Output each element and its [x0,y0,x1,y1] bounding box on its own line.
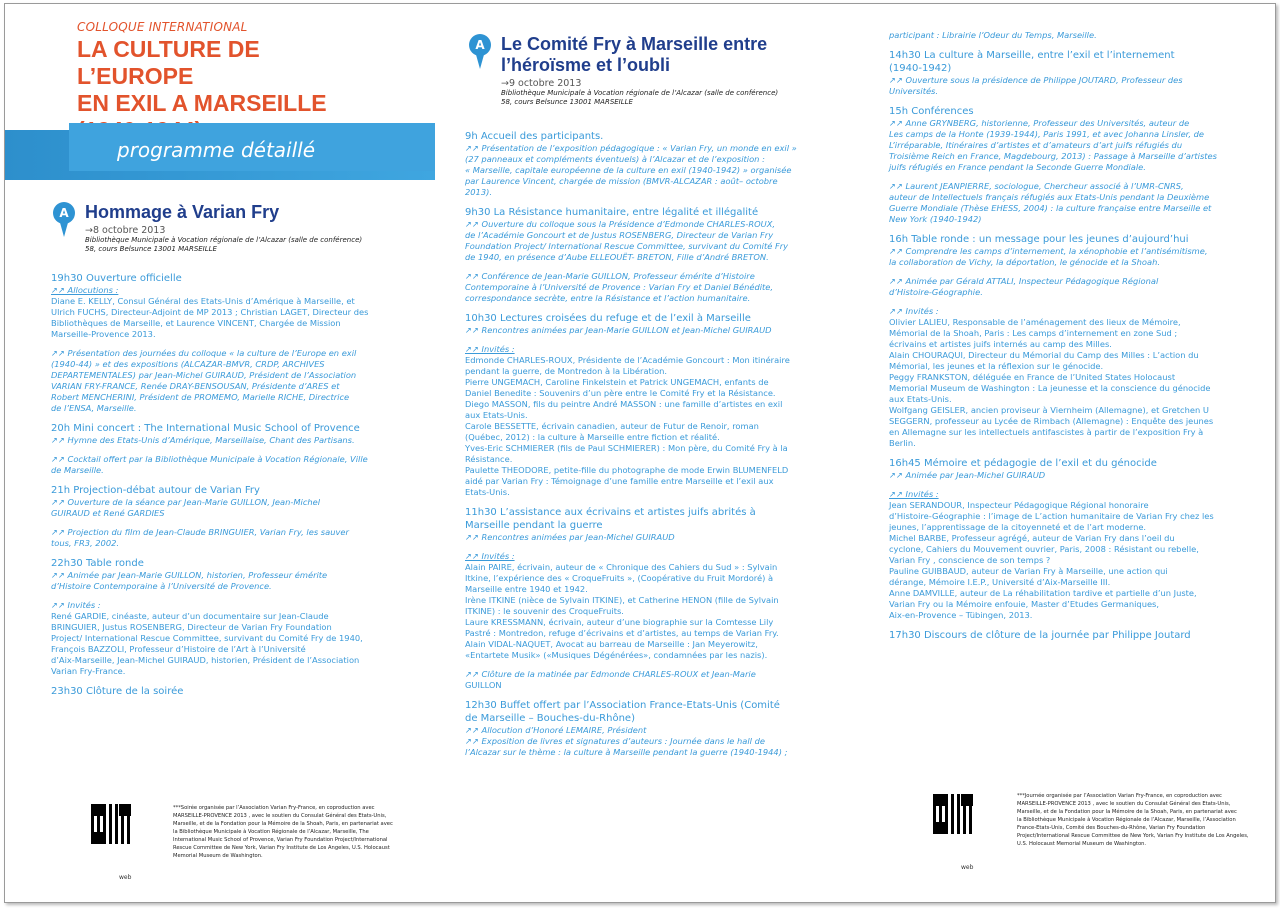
program-line: Varian Fry , conscience de son temps ? [889,555,1051,565]
session-heading: 9h30 La Résistance humanitaire, entre légalité et illégalité [465,207,759,218]
program-line: Marseille entre 1940 et 1942. [465,584,588,594]
kicker: COLLOQUE INTERNATIONAL [77,20,248,34]
program-line: par Laurence Vincent, chargée de mission (BMVR-ALCAZAR : août– octobre [465,176,778,186]
program-blocks-middle [465,130,835,766]
section-title-line: l’héroïsme et l’oubli [501,55,671,75]
program-line: ↗↗ Invités : [465,344,515,354]
program-line: ↗↗ Rencontres animées par Jean-Marie GUILLON et Jean-Michel GUIRAUD [465,325,772,335]
footnote-line: MARSEILLE-PROVENCE 2013 , avec le soutien du Consulat Général des Etats-Unis, [1017,801,1231,807]
program-line: Anne DAMVILLE, auteur de La réhabilitation tardive et partielle d’un Juste, [889,588,1197,598]
program-line: auteur de Intellectuels français réfugiés aux Etats-Unis pendant la Deuxième [889,192,1210,202]
program-line: Guerre Mondiale (Thèse EHESS, 2004) : la culture française entre Marseille et [889,203,1212,213]
program-line: Wolfgang GEISLER, ancien proviseur à Viernheim (Allemagne), et Gretchen U [889,405,1209,415]
program-line: SEGGERN, professeur au Lycée de Rimbach (Allemagne) : Enquête des jeunes [889,416,1214,426]
program-item [889,489,1249,621]
program-line: Laure KRESSMANN, écrivain, auteur d’une biographie sur la Comtesse Lily [465,617,774,627]
program-line: Alain CHOURAQUI, Directeur du Mémorial du Camp des Milles : L’action du [889,350,1199,360]
program-line: de l’Académie Goncourt et de Justus ROSENBERG, Directeur de Varian Fry [465,230,774,240]
program-line: Les camps de la Honte (1939-1944), Paris 1991, et avec Johanna Linsler, de [889,129,1204,139]
banner-text: programme détaillé [117,138,316,162]
program-line: Alain VIDAL-NAQUET, Avocat au barreau de Marseille : Jan Meyerowitz, [465,639,758,649]
program-item [465,506,835,543]
section-date: →8 octobre 2013 [85,225,166,236]
session-heading: 11h30 L’assistance aux écrivains et artistes juifs abrités à [465,507,756,518]
program-item [51,454,411,476]
program-line: DEPARTEMENTALES) par Jean-Michel GUIRAUD, Président de l’Association [51,370,357,380]
footnote-line: la Bibliothèque Municipale à Vocation Régionale de l’Alcazar, Marseille, l’Association [1017,817,1236,823]
program-line: Résistance. [465,454,513,464]
program-line: de Marseille. [51,465,104,475]
program-item [889,30,1249,41]
section-b-header [469,34,778,107]
program-line: Etats-Unis. [465,487,510,497]
program-line: tous, FR3, 2002. [51,538,120,548]
program-line: Robert MENCHERINI, Président de PROMEMO, Marielle RICHE, Directrice [51,392,350,402]
program-item [51,527,411,549]
program-line: Itkine, l’expérience des « CroqueFruits », (Coopérative du Fruit Mordoré) à [465,573,774,583]
program-line: New York (1940-1942) [889,214,982,224]
program-line: Peggy FRANKSTON, déléguée en France de l’United States Holocaust [889,372,1176,382]
program-item [465,130,835,198]
section-date: →9 octobre 2013 [501,78,582,89]
map-pin-icon [53,202,75,242]
program-line: ↗↗ Ouverture de la séance par Jean-Marie GUILLON, Jean-Michel [51,497,321,507]
program-line: d’Histoire-Géographie : l’image de L’action humanitaire de Varian Fry chez les [889,511,1214,521]
footnote-line: ***Soirée organisée par l’Association Varian Fry-France, en coproduction avec [173,805,375,811]
session-heading: de Marseille – Bouches-du-Rhône) [465,713,635,724]
program-line: Pierre UNGEMACH, Caroline Finkelstein et Patrick UNGEMACH, enfants de [465,377,769,387]
program-line: en Allemagne sur les intellectuels antifascistes à partir de l’exposition Fry à [889,427,1204,437]
section-title: Hommage à Varian Fry [85,202,280,222]
program-line: L’irréparable, Itinéraires d’artistes et d’amateurs d’art juifs réfugiés du [889,140,1183,150]
session-heading: 22h30 Table ronde [51,558,144,569]
program-line: Troisième Reich en France, Magdebourg, 2013) : Passage à Marseille d’artistes [889,151,1217,161]
program-line: GUIRAUD et René GARDIES [51,508,165,518]
program-item [51,484,411,519]
session-heading: (1940-1942) [889,63,952,74]
program-line: Varian Fry-France. [51,666,126,676]
program-line: aux Etats-Unis. [889,394,952,404]
program-item [465,206,835,263]
program-line: ↗↗ Projection du film de Jean-Claude BRINGUIER, Varian Fry, les sauver [51,527,349,537]
program-line: ↗↗ Invités : [51,600,101,610]
program-line: Universités. [889,86,939,96]
program-item [889,49,1249,97]
program-line: Diane E. KELLY, Consul Général des Etats-Unis d’Amérique à Marseille, et [51,296,355,306]
main-title-line: EN EXIL A MARSEILLE [77,90,327,116]
program-line: ↗↗ Comprendre les camps d’internement, la xénophobie et l’antisémitisme, [889,246,1208,256]
program-line: aux Etats-Unis. [465,410,528,420]
program-line: BRINGUIER, Justus ROSENBERG, Directeur de Varian Fry Foundation [51,622,332,632]
section-address: 58, cours Belsunce 13001 MARSEILLE [85,245,217,253]
program-line: Memorial Museum de Washington : La jeunesse et la conscience du génocide [889,383,1211,393]
program-line: Paulette THEODORE, petite-fille du photographe de mode Erwin BLUMENFELD [465,465,789,475]
program-item [51,685,411,698]
program-line: VARIAN FRY-FRANCE, Renée DRAY-BENSOUSAN, Présidente d’ARES et [51,381,340,391]
program-line: la collaboration de Vichy, la déportation, le génocide et la Shoah. [889,257,1160,267]
program-item [889,457,1249,481]
session-heading: Marseille pendant la guerre [465,520,603,531]
program-item [889,276,1249,298]
program-line: Jean SERANDOUR, Inspecteur Pédagogique Régional honoraire [889,500,1149,510]
program-item [889,105,1249,173]
program-line: ↗↗ Animée par Jean-Michel GUIRAUD [889,470,1046,480]
program-line: Foundation Project/ International Rescue Committee, survivant du Comité Fry [465,241,789,251]
section-address: 58, cours Belsunce 13001 MARSEILLE [501,98,633,106]
program-line: GUILLON [465,680,502,690]
program-line: Irène ITKINE (nièce de Sylvain ITKINE), et Catherine HENON (fille de Sylvain [465,595,779,605]
footnote-right [1017,792,1253,848]
footnote-line: Marseille, et de la Fondation pour la Mémoire de la Shoah, Paris, en partenariat avec [1017,809,1237,815]
program-line: Mémorial de la Shoah, Paris : Les camps d’internement en zone Sud ; [889,328,1178,338]
footnote-line: Rescue Committee de New York, Varian Fry Institute de Los Angeles, U.S. Holocaust [173,845,390,851]
program-item [51,348,411,414]
program-line: Carole BESSETTE, écrivain canadien, auteur de Futur de Renoir, roman [465,421,759,431]
program-line: aidé par Varian Fry : Témoignage d’une famille entre Marseille et l’exil aux [465,476,774,486]
program-line: 2013). [465,187,492,197]
program-line: ITKINE) : le souvenir des CroqueFruits. [465,606,624,616]
program-line: ↗↗ Clôture de la matinée par Edmonde CHARLES-ROUX et Jean-Marie [465,669,756,679]
program-line: ↗↗ Exposition de livres et signatures d’auteurs : Journée dans le hall de [465,736,765,746]
program-line: pendant la guerre, de Montredon à la Libération. [465,366,668,376]
program-line: ↗↗ Invités : [889,489,939,499]
program-line: ↗↗ Invités : [889,306,939,316]
program-item [51,272,411,340]
program-line: Varian Fry ou la Mémoire enfouie, Master d’Etudes Germaniques, [889,599,1160,609]
program-line: Edmonde CHARLES-ROUX, Présidente de l’Académie Goncourt : Mon itinéraire [465,355,790,365]
program-line: d’Histoire Contemporaine à l’Université de Provence. [51,581,272,591]
footnote-left [173,804,403,860]
program-line: Project/ International Rescue Committee, survivant du Comité Fry de 1940, [51,633,363,643]
footnote-line: U.S. Holocaust Memorial Museum de Washington. [1017,841,1147,847]
program-line: ↗↗ Invités : [465,551,515,561]
session-heading: 19h30 Ouverture officielle [51,273,182,284]
program-line: ↗↗ Allocutions : [51,285,119,295]
footnote-line: Marseille, et de la Fondation pour la Mémoire de la Shoah, Paris, en partenariat avec [173,821,393,827]
program-line: ↗↗ Allocution d’Honoré LEMAIRE, Président [465,725,647,735]
program-item [465,312,835,336]
program-line: écrivains et artistes juifs internés au camp des Milles. [889,339,1112,349]
program-line: ↗↗ Ouverture sous la présidence de Philippe JOUTARD, Professeur des [889,75,1183,85]
program-line: René GARDIE, cinéaste, auteur d’un documentaire sur Jean-Claude [51,611,329,621]
program-blocks-right [889,30,1249,650]
program-item [465,271,835,304]
program-item [889,306,1249,449]
program-line: François BAZZOLI, Professeur d’Histoire de l’Art à l’Université [51,644,306,654]
qr-label: web [961,864,974,871]
program-line: ↗↗ Animée par Jean-Marie GUILLON, historien, Professeur émérite [51,570,328,580]
program-line: Berlin. [889,438,916,448]
qr-label: web [119,874,132,881]
session-heading: 16h45 Mémoire et pédagogie de l’exil et du génocide [889,458,1157,469]
program-line: Olivier LALIEU, Responsable de l’aménagement des lieux de Mémoire, [889,317,1181,327]
program-line: jeunes, l’apprentissage de la citoyenneté et de l’art moderne. [889,522,1147,532]
program-line: Michel BARBE, Professeur agrégé, auteur de Varian Fry dans l’oeil du [889,533,1175,543]
program-item [51,422,411,446]
program-line: « Marseille, capitale européenne de la culture en exil (1940-1942) » organisée [465,165,792,175]
section-title-line: Le Comité Fry à Marseille entre [501,34,768,54]
program-line: ↗↗ Présentation des journées du colloque « la culture de l’Europe en exil [51,348,357,358]
program-line: (1940-44) » et des expositions (ALCAZAR-BMVR, CRDP, ARCHIVES [51,359,325,369]
program-item [889,233,1249,268]
program-line: Mémorial, les jeunes et la réflexion sur le génocide. [889,361,1104,371]
program-item [889,629,1249,642]
session-heading: 15h Conférences [889,106,974,117]
session-heading: 14h30 La culture à Marseille, entre l’exil et l’internement [889,50,1175,61]
section-a-header [53,202,362,254]
program-item [889,181,1249,225]
section-venue: Bibliothèque Municipale à Vocation régionale de l’Alcazar (salle de conférence) [85,236,363,244]
session-heading: 12h30 Buffet offert par l’Association France-Etats-Unis (Comité [465,700,780,711]
program-blocks-left [51,272,411,706]
program-item [51,600,411,677]
footnote-line: ***Journée organisée par l’Association Varian Fry-France, en coproduction avec [1017,793,1222,799]
program-line: cyclone, Cahiers du Mouvement ouvrier, Paris, 2008 : Résistant ou rebelle, [889,544,1199,554]
footnote-line: MARSEILLE-PROVENCE 2013 , avec le soutien du Consulat Général des Etats-Unis, [173,813,387,819]
program-line: ↗↗ Conférence de Jean-Marie GUILLON, Professeur émérite d’Histoire [465,271,755,281]
footnote-line: Memorial Museum de Washington. [173,853,263,859]
program-line: ↗↗ Laurent JEANPIERRE, sociologue, Chercheur associé à l’UMR-CNRS, [889,181,1184,191]
program-line: de l’ENSA, Marseille. [51,403,137,413]
program-item [465,699,835,758]
program-line: Marseille-Provence 2013. [51,329,156,339]
program-item [51,557,411,592]
program-line: de 1940, en présence d’Aube ELLEOUËT- BRETON, Fille d’André BRETON. [465,252,769,262]
program-line: (Québec, 2012) : la culture à Marseille entre fiction et réalité. [465,432,720,442]
program-line: ↗↗ Animée par Gérald ATTALI, Inspecteur Pédagogique Régional [889,276,1159,286]
footnote-line: International Music School of Provence, Varian Fry Foundation Project/International [173,837,388,843]
program-line: Alain PAIRE, écrivain, auteur de « Chronique des Cahiers du Sud » : Sylvain [465,562,778,572]
footnote-line: Project/International Rescue Committee de New York, Varian Fry Institute de Los Angeles, [1017,833,1249,839]
session-heading: 21h Projection-débat autour de Varian Fry [51,485,260,496]
qr-code-icon[interactable] [91,804,131,844]
session-heading: 23h30 Clôture de la soirée [51,686,184,697]
program-line: «Entartete Musik» («Musiques Dégénérées», condamnées par les nazis). [465,650,768,660]
session-heading: 17h30 Discours de clôture de la journée par Philippe Joutard [889,630,1191,641]
program-line: ↗↗ Hymne des Etats-Unis d’Amérique, Marseillaise, Chant des Partisans. [51,435,355,445]
program-line: ↗↗ Présentation de l’exposition pédagogique : « Varian Fry, un monde en exil » [465,143,797,153]
program-line: ↗↗ Rencontres animées par Jean-Michel GUIRAUD [465,532,675,542]
program-line: correspondance secrète, entre la Résistance et l’action humanitaire. [465,293,751,303]
program-line: Diego MASSON, fils du peintre André MASSON : une famille d’artistes en exil [465,399,783,409]
program-line: Ulrich FUCHS, Directeur-Adjoint de MP 2013 ; Christian LAGET, Directeur des [51,307,369,317]
program-line: d’Histoire-Géographie. [889,287,983,297]
program-item [465,344,835,498]
session-heading: 9h Accueil des participants. [465,131,604,142]
pin-badge: A [53,202,75,224]
program-line: l’Alcazar sur le thème : la culture à Marseille pendant la guerre (1940-1944) ; [465,747,788,757]
qr-code-icon[interactable] [933,794,973,834]
program-item [465,669,835,691]
program-item [465,551,835,661]
pin-badge: A [469,34,491,56]
program-line: Yves-Eric SCHMIERER (fils de Paul SCHMIERER) : Mon père, du Comité Fry à la [465,443,788,453]
main-title-line: LA CULTURE DE L’EUROPE [77,36,260,89]
program-line: Aix-en-Provence – Tübingen, 2013. [889,610,1033,620]
program-line: ↗↗ Anne GRYNBERG, historienne, Professeur des Universités, auteur de [889,118,1190,128]
program-page [4,3,1276,903]
program-line: Bibliothèques de Marseille, et Laurence VINCENT, Chargée de Mission [51,318,341,328]
program-line: juifs réfugiés en France pendant la Seconde Guerre Mondiale. [889,162,1146,172]
program-line: (27 panneaux et compléments éventuels) à l’Alcazar et de l’exposition : [465,154,765,164]
program-line: dérange, Mémoire I.E.P., Université d’Aix-Marseille III. [889,577,1111,587]
program-line: ↗↗ Ouverture du colloque sous la Présidence d’Edmonde CHARLES-ROUX, [465,219,776,229]
session-heading: 20h Mini concert : The International Music School of Provence [51,423,360,434]
section-venue: Bibliothèque Municipale à Vocation régionale de l’Alcazar (salle de conférence) [501,89,779,97]
session-heading: 10h30 Lectures croisées du refuge et de l’exil à Marseille [465,313,751,324]
program-line: Pauline GUIBBAUD, auteur de Varian Fry à Marseille, une action qui [889,566,1168,576]
footnote-line: la Bibliothèque Municipale à Vocation Régionale de l’Alcazar, Marseille, The [173,829,369,835]
footnote-line: France-Etats-Unis, Comité des Bouches-du-Rhône, Varian Fry Foundation [1017,825,1206,831]
program-line: participant : Librairie l’Odeur du Temps, Marseille. [889,30,1097,40]
program-line: ↗↗ Cocktail offert par la Bibliothèque Municipale à Vocation Régionale, Ville [51,454,368,464]
program-line: Pastré : Montredon, refuge d’écrivains et d’artistes, au temps de Varian Fry. [465,628,779,638]
map-pin-icon [469,34,491,74]
program-line: Daniel Benedite : Souvenirs d’un père entre le Comité Fry et la Résistance. [465,388,776,398]
program-line: d’Aix-Marseille, Jean-Michel GUIRAUD, historien, Président de l’Association [51,655,360,665]
session-heading: 16h Table ronde : un message pour les jeunes d’aujourd’hui [889,234,1189,245]
banner [5,130,435,180]
program-line: Contemporaine à l’Université de Provence : Varian Fry et Daniel Bénédite, [465,282,774,292]
